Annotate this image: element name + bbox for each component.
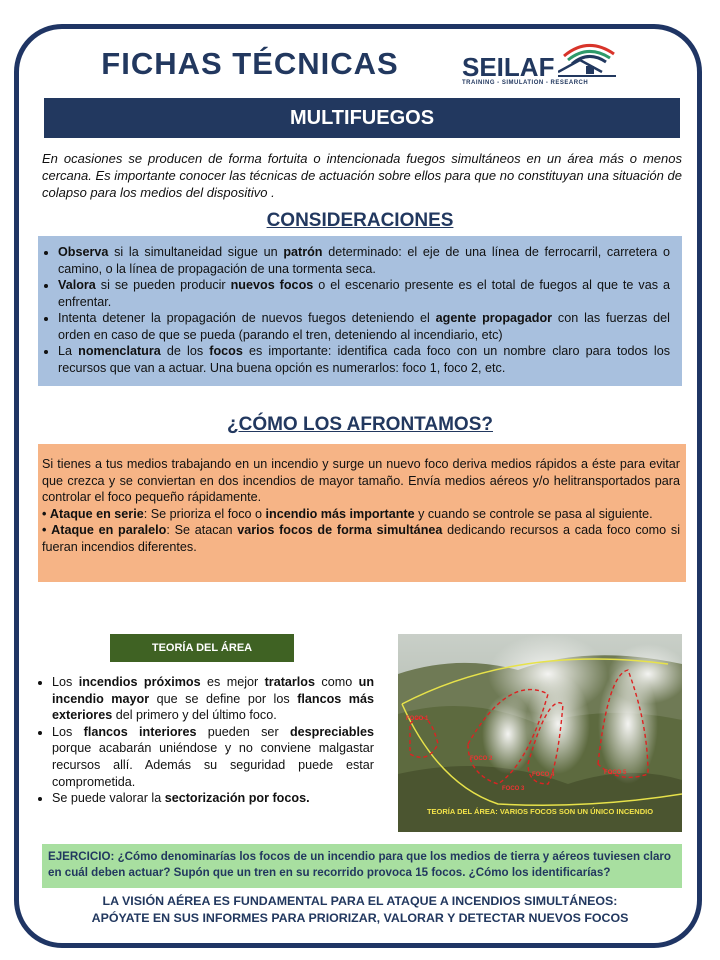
consideraciones-list [42,244,670,376]
logo-tagline: TRAINING - SIMULATION - RESEARCH [462,80,589,86]
list-item: • Valora si se pueden producir nuevos focos o el escenario presente es el total de fuegos al que te vas a enfrentar. [58,277,670,310]
photo-label: FOCO 1 [406,716,429,722]
afrontamos-paragraph: Si tienes a tus medios trabajando en un incendio y surge un nuevo foco deriva medios rápidos a éste para evitar que crezca y se conviertan en dos incendios de mayor tamaño. Envía medios aéreos y/o helitransportados para controlar el foco pequeño rápidamente. [42,457,680,504]
page-title: FICHAS TÉCNICAS [101,46,399,81]
ataque-serie: • Ataque en serie: Se prioriza el foco o incendio más importante y cuando se controle se pasa al siguiente. [42,506,653,521]
teoria-list [38,674,374,807]
afrontamos-heading: ¿CÓMO LOS AFRONTAMOS? [227,414,493,435]
teoria-tag: TEORÍA DEL ÁREA [110,634,294,662]
list-item: • La nomenclatura de los focos es importante: identifica cada foco con un nombre claro para todos los recursos que van a actuar. Una buena opción es numerarlos: foco 1, foco 2, etc. [58,343,670,376]
list-item: • Observa si la simultaneidad sigue un patrón determinado: el eje de una línea de ferrocarril, carretera o camino, o la línea de propagación de una tormenta seca. [58,244,670,277]
intro-paragraph: En ocasiones se producen de forma fortuita o intencionada fuegos simultáneos en un área más o menos cercana. Es importante conocer las técnicas de actuación sobre ellos para que no constituyan una situación de colapso para los medios del dispositivo . [42,151,682,200]
photo-caption: TEORÍA DEL ÁREA: VARIOS FOCOS SON UN ÚNICO INCENDIO [426,807,654,816]
consideraciones-heading: CONSIDERACIONES [266,210,454,231]
list-item: • Intenta detener la propagación de nuevos fuegos deteniendo el agente propagador con las fuerzas del orden en caso de que se pueda (parando el tren, deteniendo al incendiario, etc) [58,310,670,343]
wildfire-photo [398,634,682,832]
list-item: • Se puede valorar la sectorización por focos. [52,790,374,807]
photo-label: FOCO 4 [532,772,555,778]
list-item: • Los flancos interiores pueden ser despreciables porque acabarán uniéndose y no conviene malgastar recursos allí. Además su seguridad puede estar comprometida. [52,724,374,790]
seilaf-logo [462,38,622,92]
photo-label: FOCO 5 [604,770,627,776]
list-item: • Los incendios próximos es mejor tratarlos como un incendio mayor que se define por los flancos más exteriores del primero y del último foco. [52,674,374,724]
consideraciones-box [38,236,682,386]
photo-label: FOCO 3 [502,786,525,792]
logo-wordmark: SEILAF [462,52,555,82]
footer-line-2: APÓYATE EN SUS INFORMES PARA PRIORIZAR, VALORAR Y DETECTAR NUEVOS FOCOS [91,911,629,925]
footer-line-1: LA VISIÓN AÉREA ES FUNDAMENTAL PARA EL ATAQUE A INCENDIOS SIMULTÁNEOS: [102,894,618,908]
topic-banner: MULTIFUEGOS [44,98,680,138]
exercise-box: EJERCICIO: ¿Cómo denominarías los focos de un incendio para que los medios de tierra y aéreos tuviesen claro en cuál deben actuar? Supón que un tren en su recorrido provoca 15 focos. ¿Cómo los identificarías? [42,844,682,888]
wildfire-illustration [398,634,682,832]
photo-label: FOCO 2 [470,756,493,762]
afrontamos-box [38,444,686,582]
logo-house-icon [558,38,618,82]
ataque-paralelo: • Ataque en paralelo: Se atacan varios focos de forma simultánea dedicando recursos a cada foco como si fueran incendios diferentes. [42,523,680,554]
